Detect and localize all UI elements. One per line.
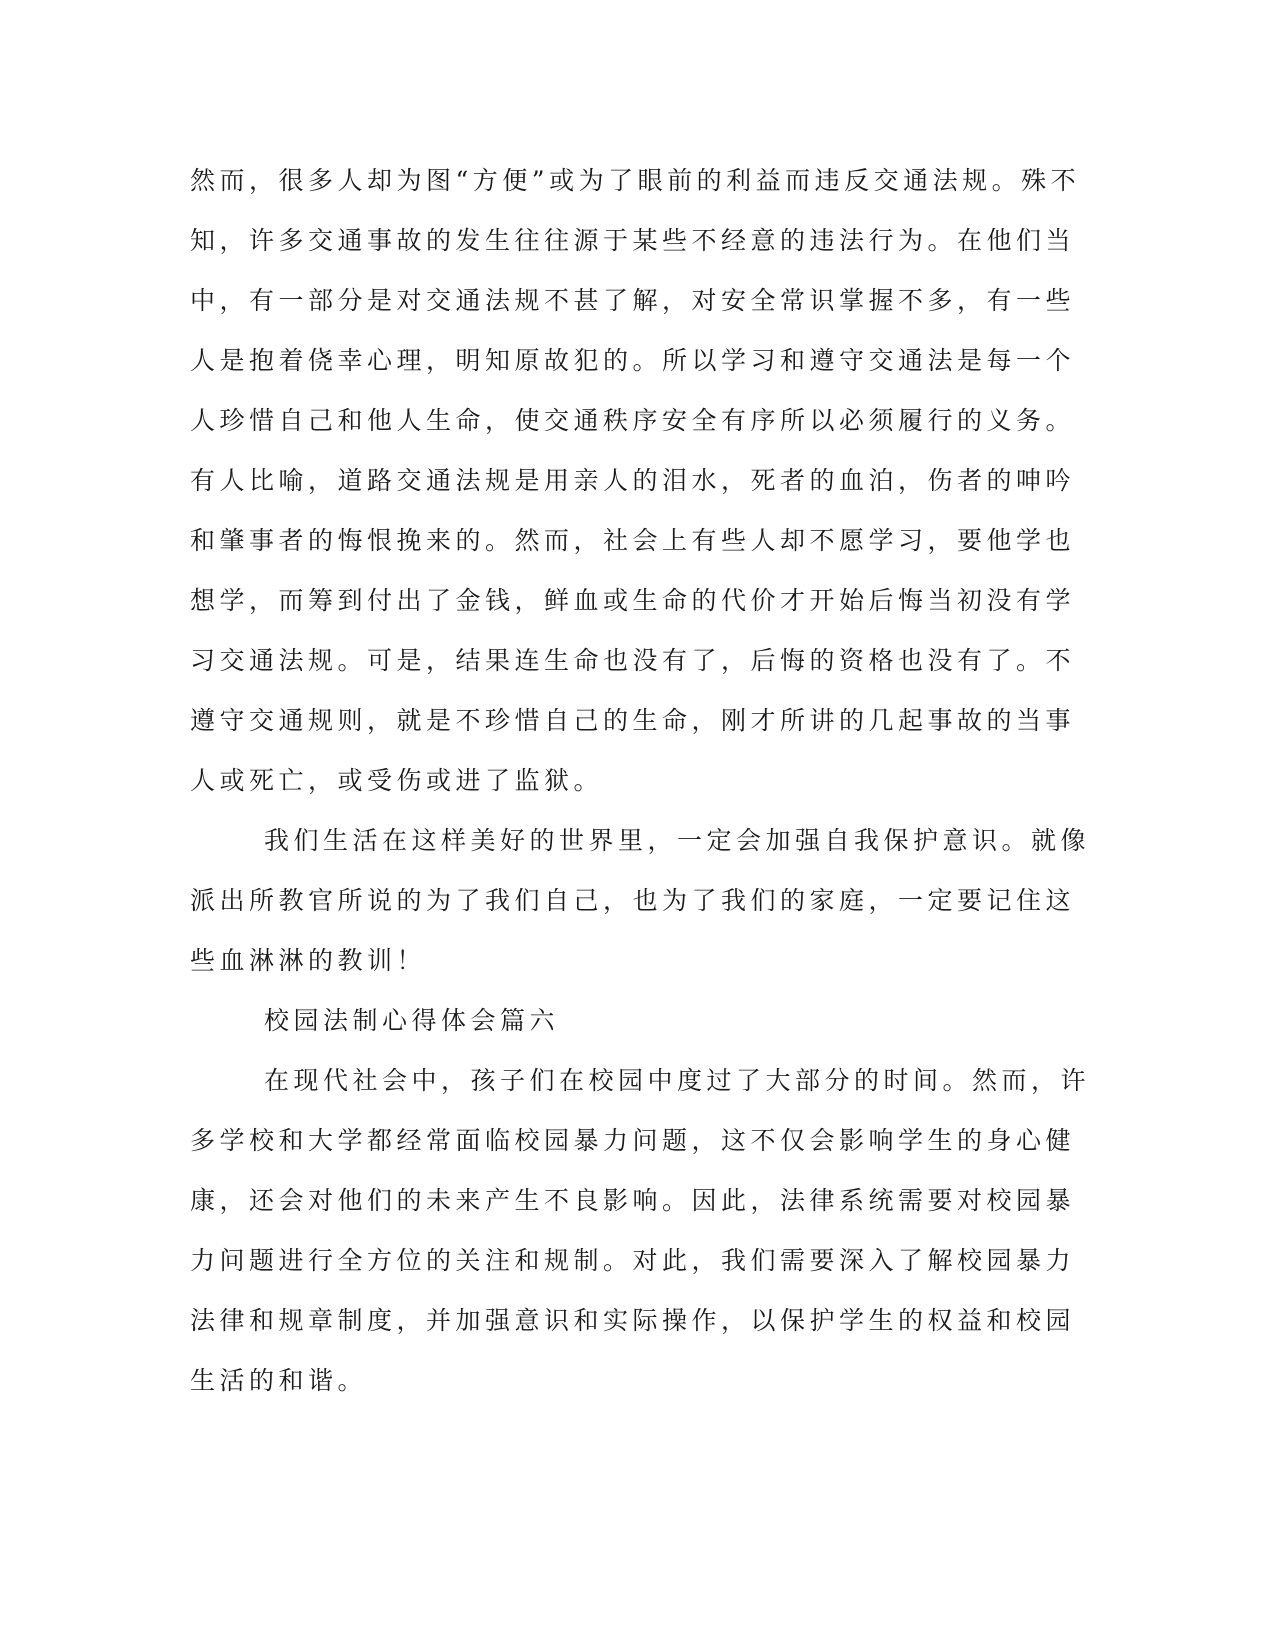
paragraph-2-line-1: 我们生活在这样美好的世界里，一定会加强自我保护意识。就像: [264, 826, 1091, 855]
paragraph-1-line-8: 想学，而筹到付出了金钱，鲜血或生命的代价才开始后悔当初没有学: [190, 586, 1076, 615]
paragraph-1-line-1: 然而，很多人却为图“方便”或为了眼前的利益而违反交通法规。殊不: [190, 166, 1081, 195]
paragraph-1-line-4: 人是抱着侥幸心理，明知原故犯的。所以学习和遵守交通法是每一个: [190, 346, 1076, 375]
paragraph-1-line-7: 和肇事者的悔恨挽来的。然而，社会上有些人却不愿学习，要他学也: [190, 526, 1076, 555]
paragraph-1-line-9: 习交通法规。可是，结果连生命也没有了，后悔的资格也没有了。不: [190, 646, 1076, 675]
paragraph-3-line-5: 法律和规章制度，并加强意识和实际操作，以保护学生的权益和校园: [190, 1306, 1076, 1335]
paragraph-3-line-3: 康，还会对他们的未来产生不良影响。因此，法律系统需要对校园暴: [190, 1186, 1076, 1215]
paragraph-2-line-2: 派出所教官所说的为了我们自己，也为了我们的家庭，一定要记住这: [190, 886, 1076, 915]
paragraph-3-line-4: 力问题进行全方位的关注和规制。对此，我们需要深入了解校园暴力: [190, 1246, 1076, 1275]
paragraph-1-line-11: 人或死亡，或受伤或进了监狱。: [190, 766, 604, 795]
paragraph-2-line-3: 些血淋淋的教训！: [190, 946, 427, 975]
paragraph-1-line-2: 知，许多交通事故的发生往往源于某些不经意的违法行为。在他们当: [190, 226, 1076, 255]
paragraph-3-line-6: 生活的和谐。: [190, 1366, 368, 1395]
paragraph-1-line-10: 遵守交通规则，就是不珍惜自己的生命，刚才所讲的几起事故的当事: [190, 706, 1076, 735]
paragraph-1-line-5: 人珍惜自己和他人生命，使交通秩序安全有序所以必须履行的义务。: [190, 406, 1076, 435]
paragraph-1-line-6: 有人比喻，道路交通法规是用亲人的泪水，死者的血泊，伤者的呻吟: [190, 466, 1076, 495]
paragraph-3-line-1: 在现代社会中，孩子们在校园中度过了大部分的时间。然而，许: [264, 1066, 1091, 1095]
paragraph-3-line-2: 多学校和大学都经常面临校园暴力问题，这不仅会影响学生的身心健: [190, 1126, 1076, 1155]
paragraph-1-line-3: 中，有一部分是对交通法规不甚了解，对安全常识掌握不多，有一些: [190, 286, 1076, 315]
section-heading: 校园法制心得体会篇六: [264, 1006, 560, 1035]
